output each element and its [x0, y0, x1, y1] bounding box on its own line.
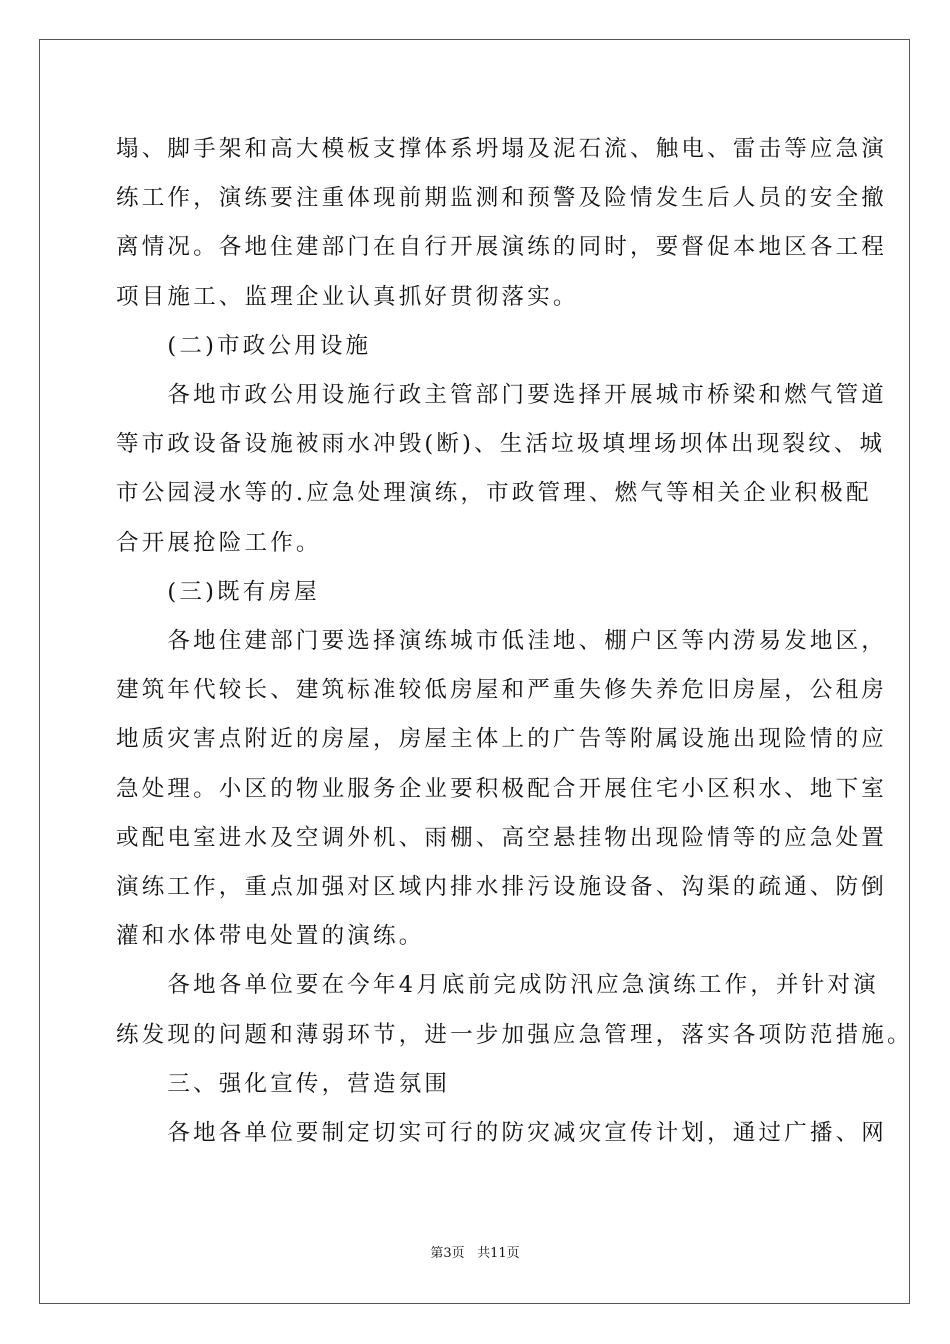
text-line: 各地住建部门要选择演练城市低洼地、棚户区等内涝易发地区，	[116, 628, 888, 655]
text-line: 建筑年代较长、建筑标准较低房屋和严重失修失养危旧房屋，公租房	[116, 677, 888, 704]
page-footer	[0, 1246, 950, 1262]
section-heading: (三)既有房屋	[116, 578, 320, 605]
text-line: 各地各单位要在今年4月底前完成防汛应急演练工作，并针对演	[116, 972, 879, 999]
document-body	[116, 125, 913, 1158]
text-line: 项目施工、监理企业认真抓好贯彻落实。	[116, 283, 579, 310]
section-heading: 三、强化宣传，营造氛围	[116, 1070, 451, 1097]
text-line: 合开展抢险工作。	[116, 529, 322, 556]
total-pages: 共11页	[477, 1246, 520, 1261]
text-line: 演练工作，重点加强对区域内排水排污设施设备、沟渠的疏通、防倒	[116, 874, 888, 901]
text-line: 地质灾害点附近的房屋，房屋主体上的广告等附属设施出现险情的应	[116, 726, 888, 753]
text-line: 各地市政公用设施行政主管部门要选择开展城市桥梁和燃气管道	[116, 382, 888, 409]
text-line: 练发现的问题和薄弱环节，进一步加强应急管理，落实各项防范措施。	[116, 1021, 913, 1048]
section-heading: (二)市政公用设施	[116, 332, 372, 359]
text-line: 急处理。小区的物业服务企业要积极配合开展住宅小区积水、地下室	[116, 775, 888, 802]
text-line: 市公园浸水等的.应急处理演练，市政管理、燃气等相关企业积极配	[116, 480, 872, 507]
text-line: 等市政设备设施被雨水冲毁(断)、生活垃圾填埋场坝体出现裂纹、城	[116, 431, 886, 458]
text-line: 离情况。各地住建部门在自行开展演练的同时，要督促本地区各工程	[116, 234, 888, 261]
text-line: 各地各单位要制定切实可行的防灾减灾宣传计划，通过广播、网	[116, 1120, 888, 1147]
text-line: 灌和水体带电处置的演练。	[116, 923, 425, 950]
text-line: 塌、脚手架和高大模板支撑体系坍塌及泥石流、触电、雷击等应急演	[116, 136, 888, 162]
text-line: 练工作，演练要注重体现前期监测和预警及险情发生后人员的安全撤	[116, 185, 888, 212]
page-number: 第3页	[430, 1246, 465, 1261]
text-line: 或配电室进水及空调外机、雨棚、高空悬挂物出现险情等的应急处置	[116, 824, 888, 851]
